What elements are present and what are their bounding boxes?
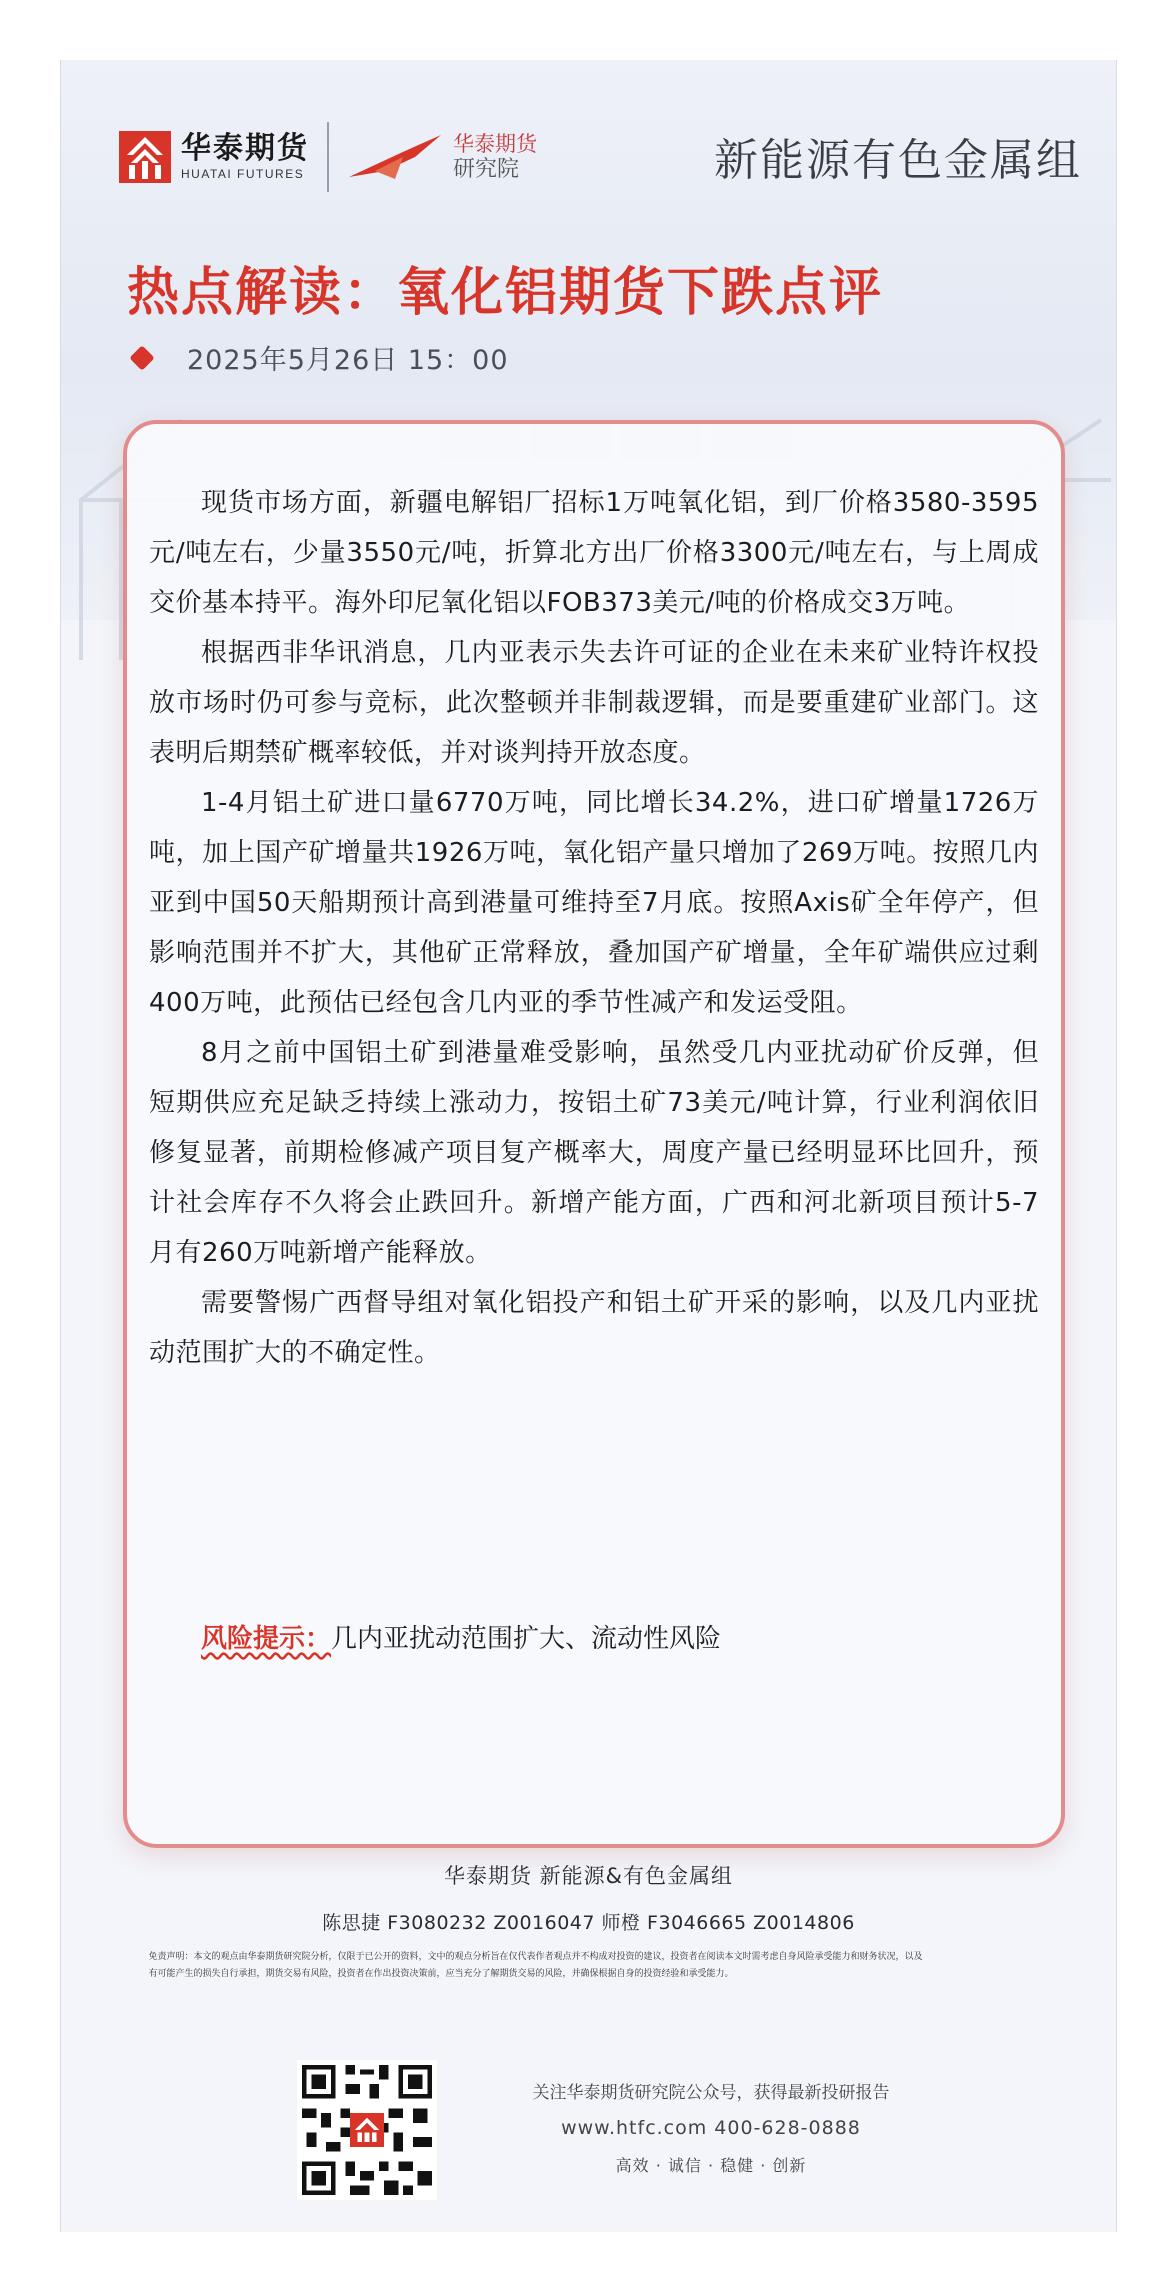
qr-section bbox=[61, 2060, 1116, 2210]
qr-text bbox=[501, 2078, 921, 2176]
paragraph: 1-4月铝土矿进口量6770万吨，同比增长34.2%，进口矿增量1726万吨，加上国产矿增量共1926万吨，氧化铝产量只增加了269万吨。按照几内亚到中国50天船期预计高到港量可维持至7月底。按照Axis矿全年停产，但影响范围并不扩大，其他矿正常释放，叠加国产矿增量，全年矿端供应过剩400万吨，此预估已经包含几内亚的季节性减产和发运受阻。 bbox=[149, 788, 1039, 1018]
disclaimer-line-2: 有可能产生的损失自行承担，期货交易有风险，投资者在作出投资决策前，应当充分了解期货交易的风险，并确保根据自身的投资经验和承受能力。 bbox=[148, 1969, 734, 1979]
logo-wordmark bbox=[181, 133, 309, 181]
footer-disclaimer bbox=[149, 1949, 1029, 1983]
report-poster bbox=[60, 60, 1117, 2232]
website-phone[interactable]: www.htfc.com 400-628-0888 bbox=[561, 2117, 861, 2139]
date-row bbox=[133, 338, 509, 377]
article-headline: 热点解读：氧化铝期货下跌点评 bbox=[127, 263, 884, 323]
qr-follow-text: 关注华泰期货研究院公众号，获得最新投研报告 bbox=[532, 2083, 890, 2103]
risk-notice bbox=[201, 1618, 721, 1655]
paragraph: 8月之前中国铝土矿到港量难受影响，虽然受几内亚扰动矿价反弹，但短期供应充足缺乏持续上涨动力，按铝土矿73美元/吨计算，行业利润依旧修复显著，前期检修减产项目复产概率大，周度产量已经明显环比回升，预计社会库存不久将会止跌回升。新增产能方面，广西和河北新项目预计5-7月有260万吨新增产能释放。 bbox=[149, 1038, 1039, 1268]
article-card bbox=[123, 420, 1065, 1848]
header-logos bbox=[119, 122, 537, 192]
company-values: 高效 · 诚信 · 稳健 · 创新 bbox=[615, 2156, 807, 2175]
logo-divider bbox=[327, 122, 329, 192]
institute-line-2: 研究院 bbox=[453, 157, 520, 182]
paragraph: 现货市场方面，新疆电解铝厂招标1万吨氧化铝，到厂价格3580-3595元/吨左右，少量3550元/吨，折算北方出厂价格3300元/吨左右，与上周成交价基本持平。海外印尼氧化铝以FOB373美元/吨的价格成交3万吨。 bbox=[149, 488, 1039, 618]
disclaimer-line-1: 免责声明：本文的观点由华泰期货研究院分析，仅限于已公开的资料，文中的观点分析旨在仅代表作者观点并不构成对投资的建议，投资者在阅读本文时需考虑自身风险承受能力和财务状况，以及 bbox=[148, 1952, 923, 1962]
diamond-bullet-icon bbox=[129, 345, 154, 370]
article-body bbox=[149, 478, 1039, 1378]
logo-cn: 华泰期货 bbox=[181, 132, 309, 165]
institute-line-1: 华泰期货 bbox=[453, 132, 537, 156]
logo-en: HUATAI FUTURES bbox=[181, 167, 305, 181]
institute-name bbox=[453, 131, 537, 183]
footer bbox=[61, 1860, 1116, 1983]
risk-text: 几内亚扰动范围扩大、流动性风险 bbox=[331, 1624, 722, 1654]
risk-label: 风险提示： bbox=[201, 1624, 332, 1654]
paragraph: 根据西非华讯消息，几内亚表示失去许可证的企业在未来矿业特许权投放市场时仍可参与竞标，此次整顿并非制裁逻辑，而是要重建矿业部门。这表明后期禁矿概率较低，并对谈判持开放态度。 bbox=[149, 638, 1039, 768]
publish-date: 2025年5月26日 15：00 bbox=[187, 345, 509, 376]
paragraph: 需要警惕广西督导组对氧化铝投产和铝土矿开采的影响，以及几内亚扰动范围扩大的不确定性。 bbox=[149, 1288, 1039, 1368]
team-title: 新能源有色金属组 bbox=[714, 135, 1082, 186]
institute-bird-icon bbox=[345, 127, 445, 187]
footer-analysts: 陈思捷 F3080232 Z0016047 师橙 F3046665 Z0014806 bbox=[322, 1912, 855, 1934]
huatai-logo-icon bbox=[119, 131, 171, 183]
qr-code-icon[interactable] bbox=[297, 2060, 437, 2200]
footer-team: 华泰期货 新能源&有色金属组 bbox=[443, 1864, 734, 1888]
